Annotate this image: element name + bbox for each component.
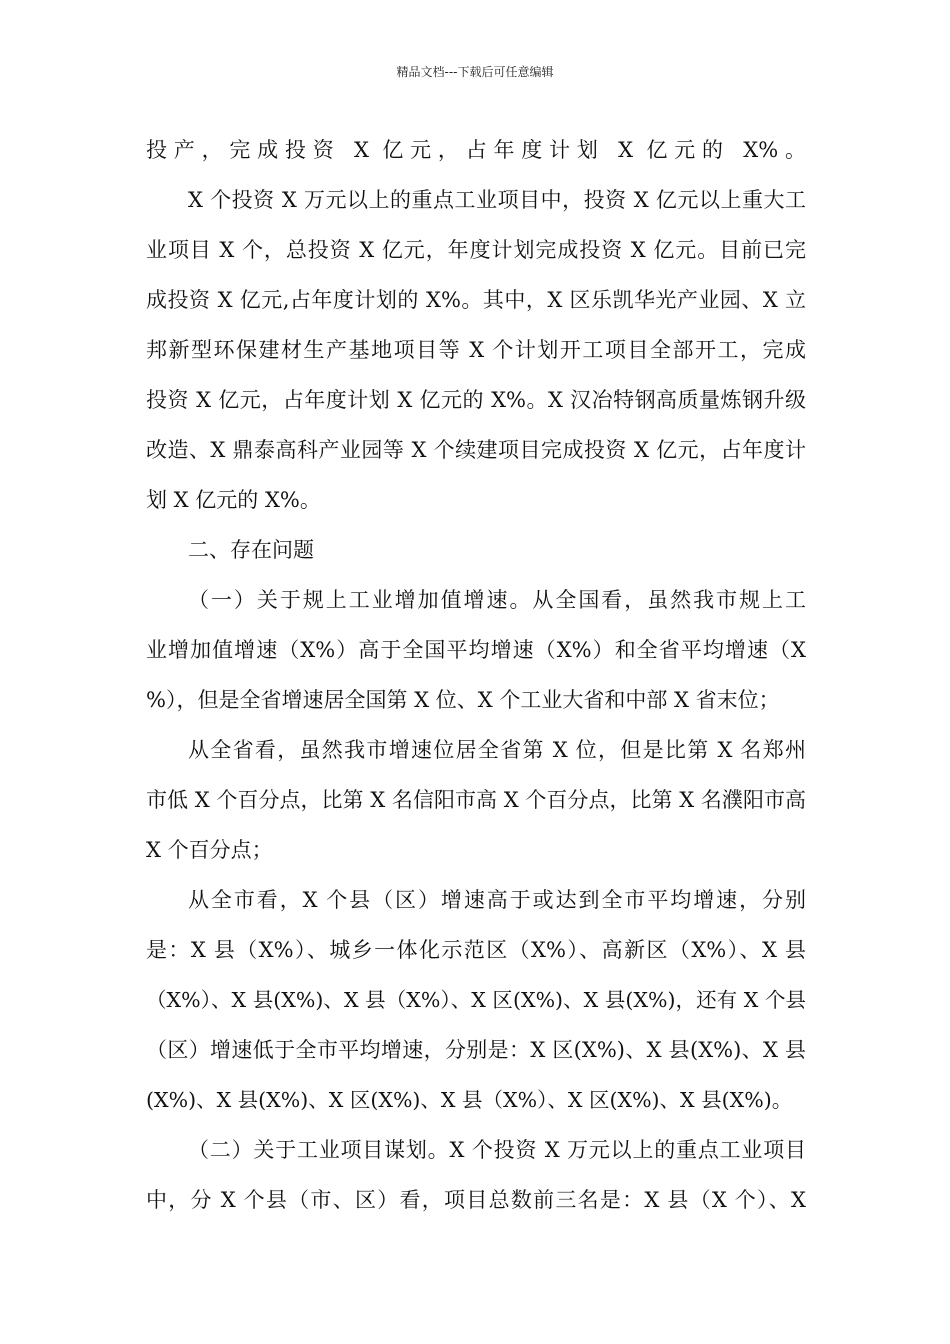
paragraph-line: （区）增速低于全市平均增速，分别是：X 区(X%)、X 县(X%)、X 县	[146, 1038, 806, 1062]
paragraph-line: 成投资 X 亿元,占年度计划的 X%。其中，X 区乐凯华光产业园、X 立	[146, 288, 806, 312]
paragraph-line: %），但是全省增速居全国第 X 位、X 个工业大省和中部 X 省末位；	[146, 688, 780, 712]
paragraph-line: 投资 X 亿元，占年度计划 X 亿元的 X%。X 汉冶特钢高质量炼钢升级	[146, 388, 806, 412]
page-header: 精品文档---下载后可任意编辑	[396, 65, 554, 79]
paragraph-line: 投产，完成投资 X 亿元，占年度计划 X 亿元的 X%。	[146, 138, 806, 162]
paragraph-line: 划 X 亿元的 X%。	[146, 488, 321, 512]
paragraph-line: 邦新型环保建材生产基地项目等 X 个计划开工项目全部开工，完成	[146, 338, 806, 362]
paragraph-line: （二）关于工业项目谋划。X 个投资 X 万元以上的重点工业项目	[188, 1138, 806, 1162]
paragraph-line: 改造、X 鼎泰高科产业园等 X 个续建项目完成投资 X 亿元，占年度计	[146, 438, 806, 462]
paragraph-line: （一）关于规上工业增加值增速。从全国看，虽然我市规上工	[188, 588, 806, 612]
paragraph-line: 中，分 X 个县（市、区）看，项目总数前三名是：X 县（X 个）、X	[146, 1188, 806, 1212]
section-heading: 二、存在问题	[188, 538, 314, 562]
paragraph-line: 业增加值增速（X%）高于全国平均增速（X%）和全省平均增速（X	[146, 638, 806, 662]
paragraph-line: 市低 X 个百分点，比第 X 名信阳市高 X 个百分点，比第 X 名濮阳市高	[146, 788, 806, 812]
paragraph-line: 业项目 X 个，总投资 X 亿元，年度计划完成投资 X 亿元。目前已完	[146, 238, 806, 262]
paragraph-line: X 个投资 X 万元以上的重点工业项目中，投资 X 亿元以上重大工	[188, 188, 806, 212]
paragraph-line: 是：X 县（X%）、城乡一体化示范区（X%）、高新区（X%）、X 县	[146, 938, 806, 962]
paragraph-line: 从全市看，X 个县（区）增速高于或达到全市平均增速，分别	[188, 888, 806, 912]
paragraph-line: （X%）、X 县(X%)、X 县（X%）、X 区(X%)、X 县(X%)，还有 X 个县	[146, 988, 806, 1012]
paragraph-line: 从全省看，虽然我市增速位居全省第 X 位，但是比第 X 名郑州	[188, 738, 806, 762]
paragraph-line: (X%)、X 县(X%)、X 区(X%)、X 县（X%）、X 区(X%)、X 县(X%)。	[146, 1088, 793, 1112]
paragraph-line: X 个百分点；	[146, 838, 273, 862]
